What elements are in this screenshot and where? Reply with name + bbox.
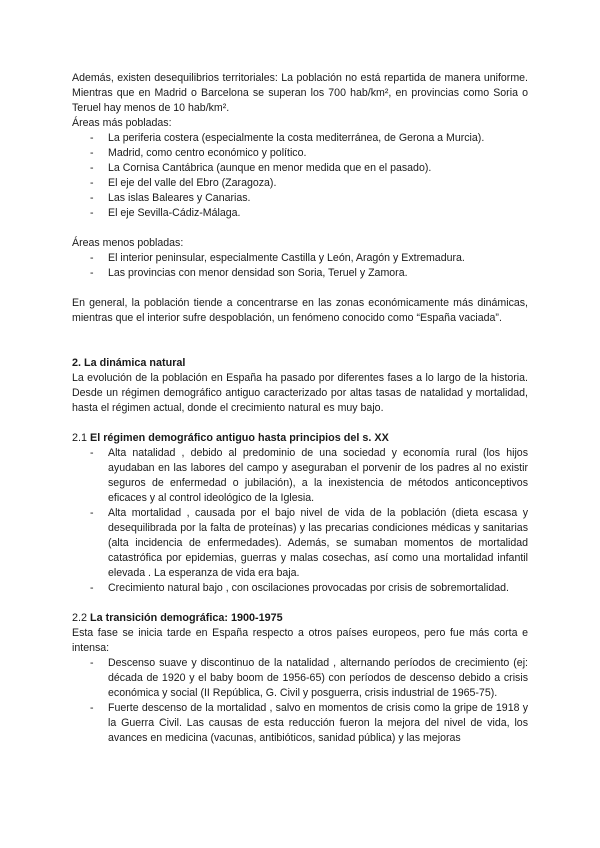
list-item: - Crecimiento natural bajo , con oscilaciones provocadas por crisis de sobremortalidad. (90, 581, 528, 596)
list-item: - Descenso suave y discontinuo de la natalidad , alternando períodos de crecimiento (ej: década de 1920 y el baby boom de 1956-65) con períodos de descenso debido a crisis económica y social (II República, G. Civil y posguerra, crisis industrial de 1965-75). (90, 656, 528, 701)
list-item: - El eje del valle del Ebro (Zaragoza). (90, 176, 528, 191)
less-populated-list (72, 251, 528, 281)
list-item: - Madrid, como centro económico y político. (90, 146, 528, 161)
intro-paragraph: Además, existen desequilibrios territoriales: La población no está repartida de manera uniforme. Mientras que en Madrid o Barcelona se superan los 700 hab/km², en provincias como Soria o Teruel hay menos de 10 hab/km². (72, 72, 528, 114)
list-item: - Alta natalidad , debido al predominio de una sociedad y economía rural (los hijos ayudaban en las labores del campo y aseguraban el porvenir de los padres al no existir seguros de enfermedad o jubilación), a la inexistencia de métodos anticonceptivos eficaces y al control ideológico de la Iglesia. (90, 446, 528, 506)
populated-areas-list (72, 131, 528, 221)
section-number: 2.2 (72, 612, 88, 624)
conclusion-paragraph: En general, la población tiende a concentrarse en las zonas económicamente más dinámicas, mientras que el interior sufre despoblación, un fenómeno conocido como “España vaciada”. (72, 297, 528, 324)
list-item: - Fuerte descenso de la mortalidad , salvo en momentos de crisis como la gripe de 1918 y la Guerra Civil. Las causas de esta reducción fueron la mejora del nivel de vida, los avances en medicina (vacunas, antibióticos, sanidad pública) y las mejoras (90, 701, 528, 746)
section-number: 2.1 (72, 432, 88, 444)
list-item: - El eje Sevilla-Cádiz-Málaga. (90, 206, 528, 221)
populated-areas-title: Áreas más pobladas: (72, 117, 172, 129)
list-item: - Las provincias con menor densidad son Soria, Teruel y Zamora. (90, 266, 528, 281)
section-title: El régimen demográfico antiguo hasta principios del s. XX (90, 432, 389, 444)
list-item: - La Cornisa Cantábrica (aunque en menor medida que en el pasado). (90, 161, 528, 176)
section-2-2-paragraph: Esta fase se inicia tarde en España respecto a otros países europeos, pero fue más corta e intensa: (72, 627, 528, 654)
list-item: - El interior peninsular, especialmente Castilla y León, Aragón y Extremadura. (90, 251, 528, 266)
section-2-2-heading (72, 611, 528, 626)
list-item: - La periferia costera (especialmente la costa mediterránea, de Gerona a Murcia). (90, 131, 528, 146)
section-title: La transición demográfica: 1900-1975 (90, 612, 283, 624)
list-item: - Las islas Baleares y Canarias. (90, 191, 528, 206)
section-2-1-list (72, 446, 528, 596)
section-2-1-heading (72, 431, 528, 446)
less-populated-title: Áreas menos pobladas: (72, 237, 184, 249)
section-2-2-list (72, 656, 528, 746)
section-2-heading: 2. La dinámica natural (72, 357, 186, 369)
section-2-paragraph: La evolución de la población en España ha pasado por diferentes fases a lo largo de la historia. Desde un régimen demográfico antiguo caracterizado por altas tasas de natalidad y mortalidad, hasta el régimen actual, donde el crecimiento natural es muy bajo. (72, 372, 528, 414)
list-item: - Alta mortalidad , causada por el bajo nivel de vida de la población (dieta escasa y desequilibrada por la falta de proteínas) y las precarias condiciones médicas y sanitarias (alta incidencia de enfermedades). Además, se sumaban momentos de mortalidad catastrófica por epidemias, guerras y malas cosechas, así como una mortalidad infantil elevada . La esperanza de vida era baja. (90, 506, 528, 581)
